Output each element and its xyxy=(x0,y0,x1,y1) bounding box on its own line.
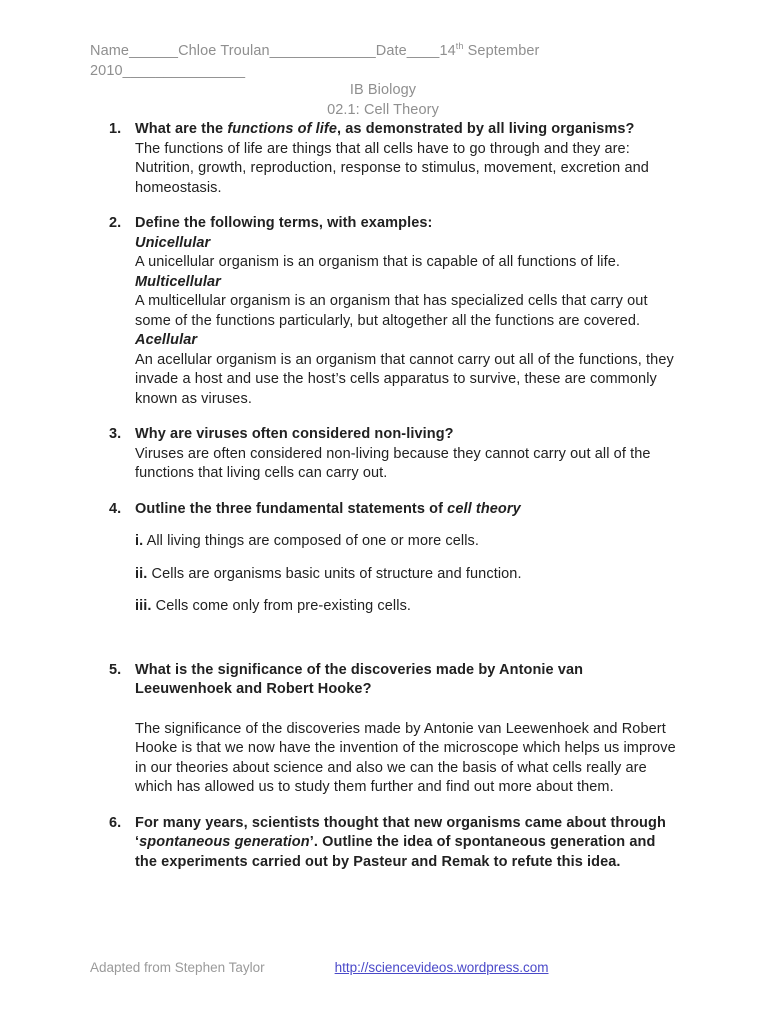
question-4-heading: Outline the three fundamental statements of cell theory xyxy=(135,500,521,517)
term-acellular xyxy=(135,331,676,409)
question-5 xyxy=(90,661,676,798)
question-6-heading: For many years, scientists thought that new organisms came about through ‘spontaneous generation’. Outline the idea of spontaneous generation and the experiments carried out by Pasteur and Remak to refute this idea. xyxy=(135,814,666,870)
page-footer xyxy=(90,959,676,977)
term-multicellular-label: Multicellular xyxy=(135,273,221,290)
term-unicellular xyxy=(135,234,676,273)
question-3 xyxy=(90,425,676,484)
sciencevideos-link[interactable]: http://sciencevideos.wordpress.com xyxy=(334,960,549,975)
term-multicellular xyxy=(135,273,676,332)
question-5-heading: What is the significance of the discoveries made by Antonie van Leeuwenhoek and Robert Hooke? xyxy=(135,661,584,697)
name-date-line1: Name______Chloe Troulan_____________Date____14th September xyxy=(90,41,540,59)
term-acellular-label: Acellular xyxy=(135,332,198,348)
cell-theory-statement-2: ii. Cells are organisms basic units of structure and function. xyxy=(135,565,522,582)
cell-theory-statement-3: iii. Cells come only from pre-existing cells. xyxy=(135,598,412,614)
question-1-heading: What are the functions of life, as demonstrated by all living organisms? xyxy=(135,121,635,137)
name-date-line2: 2010_______________ xyxy=(90,62,246,79)
term-multicellular-definition: A multicellular organism is an organism that has specialized cells that carry out some of the functions particularly, but altogether all the functions are covered. xyxy=(135,293,648,329)
question-3-number: 3. xyxy=(109,426,122,442)
name-date-header xyxy=(90,42,676,81)
question-1-answer: The functions of life are things that all cells have to go through and they are: Nutrition, growth, reproduction, response to stimulus, movement, excretion and homeostasis. xyxy=(135,140,649,196)
question-2-heading: Define the following terms, with examples: xyxy=(135,215,433,231)
question-3-heading: Why are viruses often considered non-living? xyxy=(135,426,454,442)
question-5-number: 5. xyxy=(109,661,122,678)
term-acellular-definition: An acellular organism is an organism that cannot carry out all of the functions, they invade a host and use the host’s cells apparatus to survive, these are commonly known as viruses. xyxy=(135,351,674,407)
question-5-answer: The significance of the discoveries made by Antonie van Leewenhoek and Robert Hooke is that we now have the invention of the microscope which helps us improve in our theories about science and also we can the basis of what cells really are which has allowed us to study them further and find out more about them. xyxy=(135,720,676,795)
term-unicellular-label: Unicellular xyxy=(135,234,211,251)
term-unicellular-definition: A unicellular organism is an organism that is capable of all functions of life. xyxy=(135,254,621,270)
question-1 xyxy=(90,120,676,198)
question-2-number: 2. xyxy=(109,215,122,231)
question-3-answer: Viruses are often considered non-living because they cannot carry out all of the functions that living cells can carry out. xyxy=(135,445,651,481)
question-6 xyxy=(90,814,676,873)
course-title: IB Biology xyxy=(349,82,417,98)
question-4 xyxy=(90,500,676,617)
question-2 xyxy=(90,214,676,409)
attribution-text: Adapted from Stephen Taylor xyxy=(90,960,265,975)
question-6-number: 6. xyxy=(109,814,122,831)
question-4-number: 4. xyxy=(109,500,122,517)
document-body xyxy=(90,42,676,888)
ordinal-superscript: th xyxy=(455,41,464,52)
question-1-number: 1. xyxy=(109,121,122,137)
cell-theory-statement-1: i. All living things are composed of one or more cells. xyxy=(135,533,480,549)
topic-title: 02.1: Cell Theory xyxy=(327,101,439,118)
